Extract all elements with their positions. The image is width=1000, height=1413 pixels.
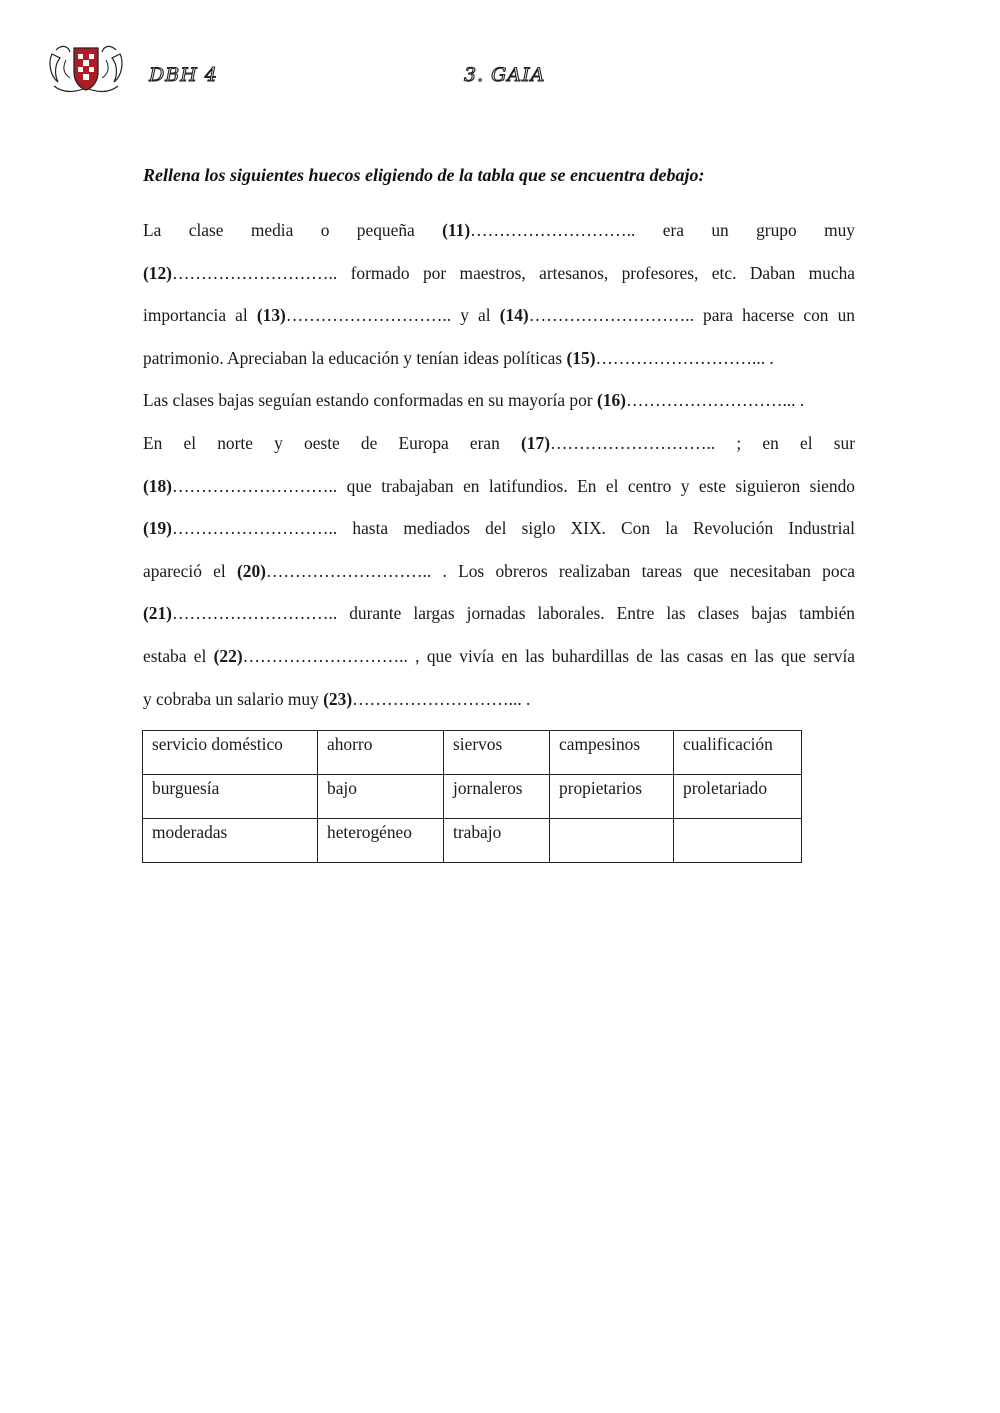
blank-11[interactable]: ………………………..	[470, 220, 636, 240]
word-cell: trabajo	[444, 819, 550, 863]
table-row	[143, 775, 802, 819]
blank-number: (21)	[143, 603, 172, 624]
blank-20[interactable]: ………………………..	[265, 560, 432, 581]
blank-18[interactable]: ………………………..	[171, 475, 338, 496]
word-cell: proletariado	[674, 775, 802, 819]
blank-17[interactable]: ………………………..	[550, 432, 716, 453]
text-line: Las clases bajas seguían estando conformadas en su mayoría por (16)………………………... .	[143, 390, 805, 411]
blank-13[interactable]: ………………………..	[285, 305, 452, 326]
text-line: importancia al (13)……………………….. y al (14)……………………….. para hacerse con un	[143, 305, 855, 326]
word-cell: heterogéneo	[318, 819, 444, 863]
blank-number: (11)	[442, 220, 471, 240]
table-row	[143, 819, 802, 863]
word-cell: bajo	[318, 775, 444, 819]
blank-14[interactable]: ………………………..	[528, 305, 694, 326]
blank-number: (20)	[237, 560, 266, 581]
word-cell: jornaleros	[444, 775, 550, 819]
word-cell: servicio doméstico	[143, 731, 318, 775]
word-cell: cualificación	[674, 731, 802, 775]
text-line: estaba el (22)……………………….. , que vivía en las buhardillas de las casas en las que servía	[143, 645, 855, 666]
table-row	[143, 731, 802, 775]
word-cell: propietarios	[550, 775, 674, 819]
text-line: (21)……………………….. durante largas jornadas laborales. Entre las clases bajas también	[143, 603, 855, 624]
word-cell: siervos	[444, 731, 550, 775]
word-cell: ahorro	[318, 731, 444, 775]
blank-number: (18)	[143, 475, 172, 496]
blank-number: (23)	[323, 688, 353, 709]
blank-15[interactable]: ………………………...	[595, 347, 766, 368]
word-cell: moderadas	[143, 819, 318, 863]
text-line: patrimonio. Apreciaban la educación y tenían ideas políticas (15)………………………... .	[143, 347, 774, 368]
blank-number: (19)	[143, 518, 172, 539]
blank-number: (15)	[566, 347, 596, 368]
word-cell: burguesía	[143, 775, 318, 819]
text-line: (19)……………………….. hasta mediados del siglo XIX. Con la Revolución Industrial	[143, 518, 855, 539]
blank-number: (22)	[213, 645, 243, 666]
blank-21[interactable]: ………………………..	[171, 603, 338, 624]
word-cell: campesinos	[550, 731, 674, 775]
text-line: (18)……………………….. que trabajaban en latifundios. En el centro y este siguieron siendo	[143, 475, 855, 496]
blank-19[interactable]: ………………………..	[171, 518, 338, 539]
blank-number: (14)	[499, 305, 529, 326]
header-unit-title: 3. GAIA	[464, 64, 546, 86]
exercise-text	[143, 209, 855, 720]
word-bank-table	[142, 730, 802, 863]
text-line: La clase media o pequeña (11)……………………….. era un grupo muy	[143, 220, 855, 240]
text-line: En el norte y oeste de Europa eran (17)……………………….. ; en el sur	[143, 432, 855, 453]
text-line: (12)……………………….. formado por maestros, artesanos, profesores, etc. Daban mucha	[143, 262, 855, 283]
blank-23[interactable]: ………………………...	[352, 688, 522, 709]
exercise-instruction: Rellena los siguientes huecos eligiendo de la tabla que se encuentra debajo:	[143, 165, 705, 185]
word-cell	[550, 819, 674, 863]
text-line: y cobraba un salario muy (23)………………………... .	[143, 688, 531, 709]
school-crest-icon	[46, 40, 126, 98]
blank-number: (12)	[143, 262, 172, 283]
blank-number: (16)	[596, 390, 626, 411]
header-course: DBH 4	[149, 64, 218, 86]
word-cell	[674, 819, 802, 863]
blank-16[interactable]: ………………………..	[625, 390, 792, 411]
blank-number: (17)	[521, 432, 550, 453]
blank-12[interactable]: ………………………..	[171, 262, 338, 283]
blank-number: (13)	[256, 305, 286, 326]
blank-22[interactable]: ………………………..	[242, 645, 408, 666]
text-line: apareció el (20)……………………….. . Los obreros realizaban tareas que necesitaban poca	[143, 560, 856, 581]
